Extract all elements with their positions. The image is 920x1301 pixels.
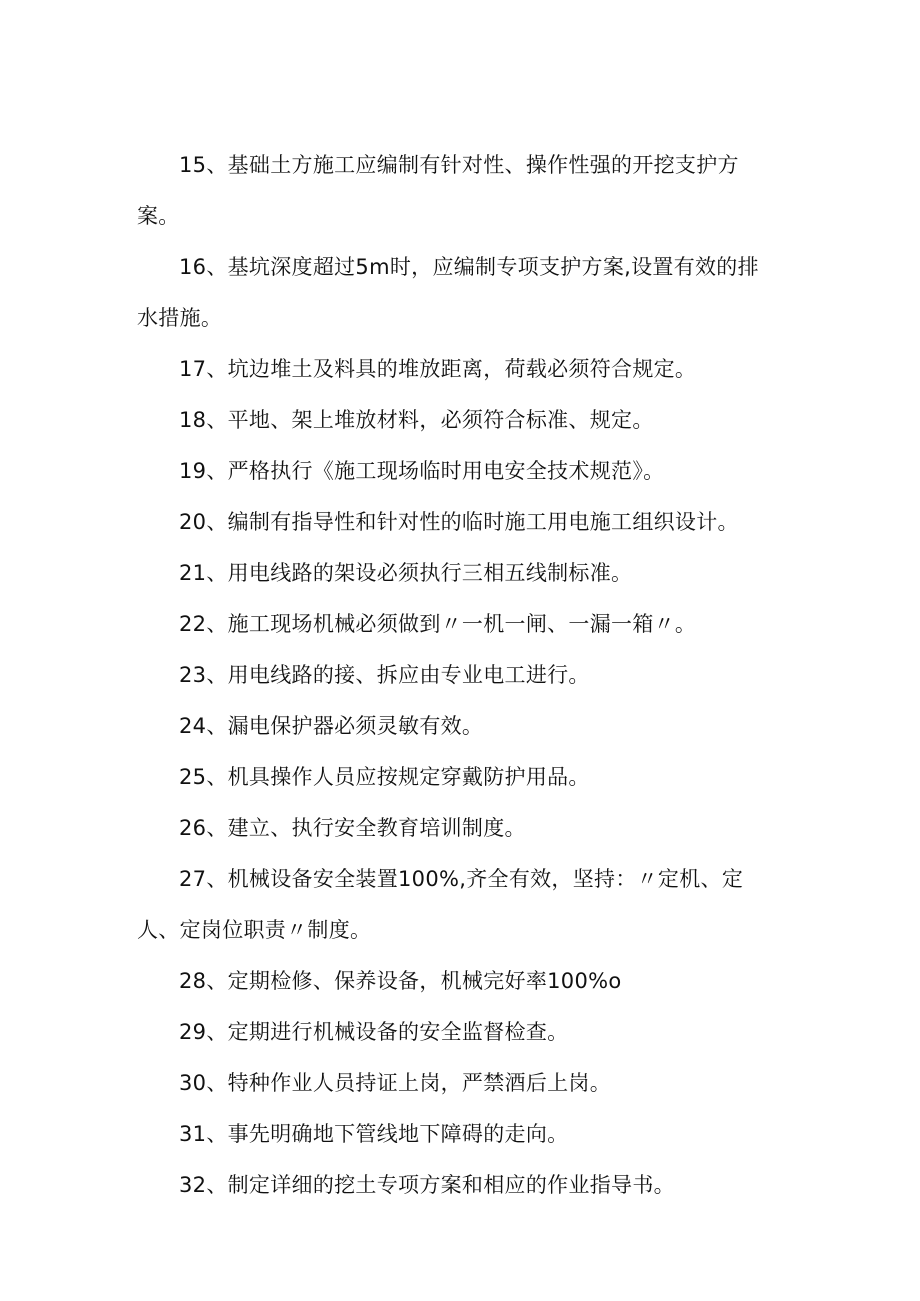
list-item: 25、机具操作人员应按规定穿戴防护用品。 bbox=[179, 765, 590, 789]
list-item: 30、特种作业人员持证上岗，严禁酒后上岗。 bbox=[179, 1071, 612, 1095]
list-item: 27、机械设备安全装置100%,齐全有效，坚持：〃定机、定人、定岗位职责〃制度。 bbox=[137, 867, 744, 942]
document-body bbox=[137, 140, 777, 1211]
list-item: 22、施工现场机械必须做到〃一机一闸、一漏一箱〃。 bbox=[179, 612, 697, 636]
list-item: 24、漏电保护器必须灵敏有效。 bbox=[179, 714, 484, 738]
list-item: 31、事先明确地下管线地下障碍的走向。 bbox=[179, 1122, 569, 1146]
list-item: 16、基坑深度超过5m时，应编制专项支护方案,设置有效的排水措施。 bbox=[137, 255, 759, 330]
list-item: 18、平地、架上堆放材料，必须符合标准、规定。 bbox=[179, 408, 654, 432]
list-item: 19、严格执行《施工现场临时用电安全技术规范》。 bbox=[179, 459, 665, 483]
list-item: 20、编制有指导性和针对性的临时施工用电施工组织设计。 bbox=[179, 510, 739, 534]
list-item: 15、基础土方施工应编制有针对性、操作性强的开挖支护方案。 bbox=[137, 153, 739, 228]
list-item: 29、定期进行机械设备的安全监督检查。 bbox=[179, 1020, 569, 1044]
list-item: 28、定期检修、保养设备，机械完好率100%o bbox=[179, 969, 622, 993]
list-item: 17、坑边堆土及料具的堆放距离，荷载必须符合规定。 bbox=[179, 357, 697, 381]
list-item: 21、用电线路的架设必须执行三相五线制标准。 bbox=[179, 561, 633, 585]
list-item: 32、制定详细的挖土专项方案和相应的作业指导书。 bbox=[179, 1173, 675, 1197]
list-item: 26、建立、执行安全教育培训制度。 bbox=[179, 816, 526, 840]
list-item: 23、用电线路的接、拆应由专业电工进行。 bbox=[179, 663, 590, 687]
